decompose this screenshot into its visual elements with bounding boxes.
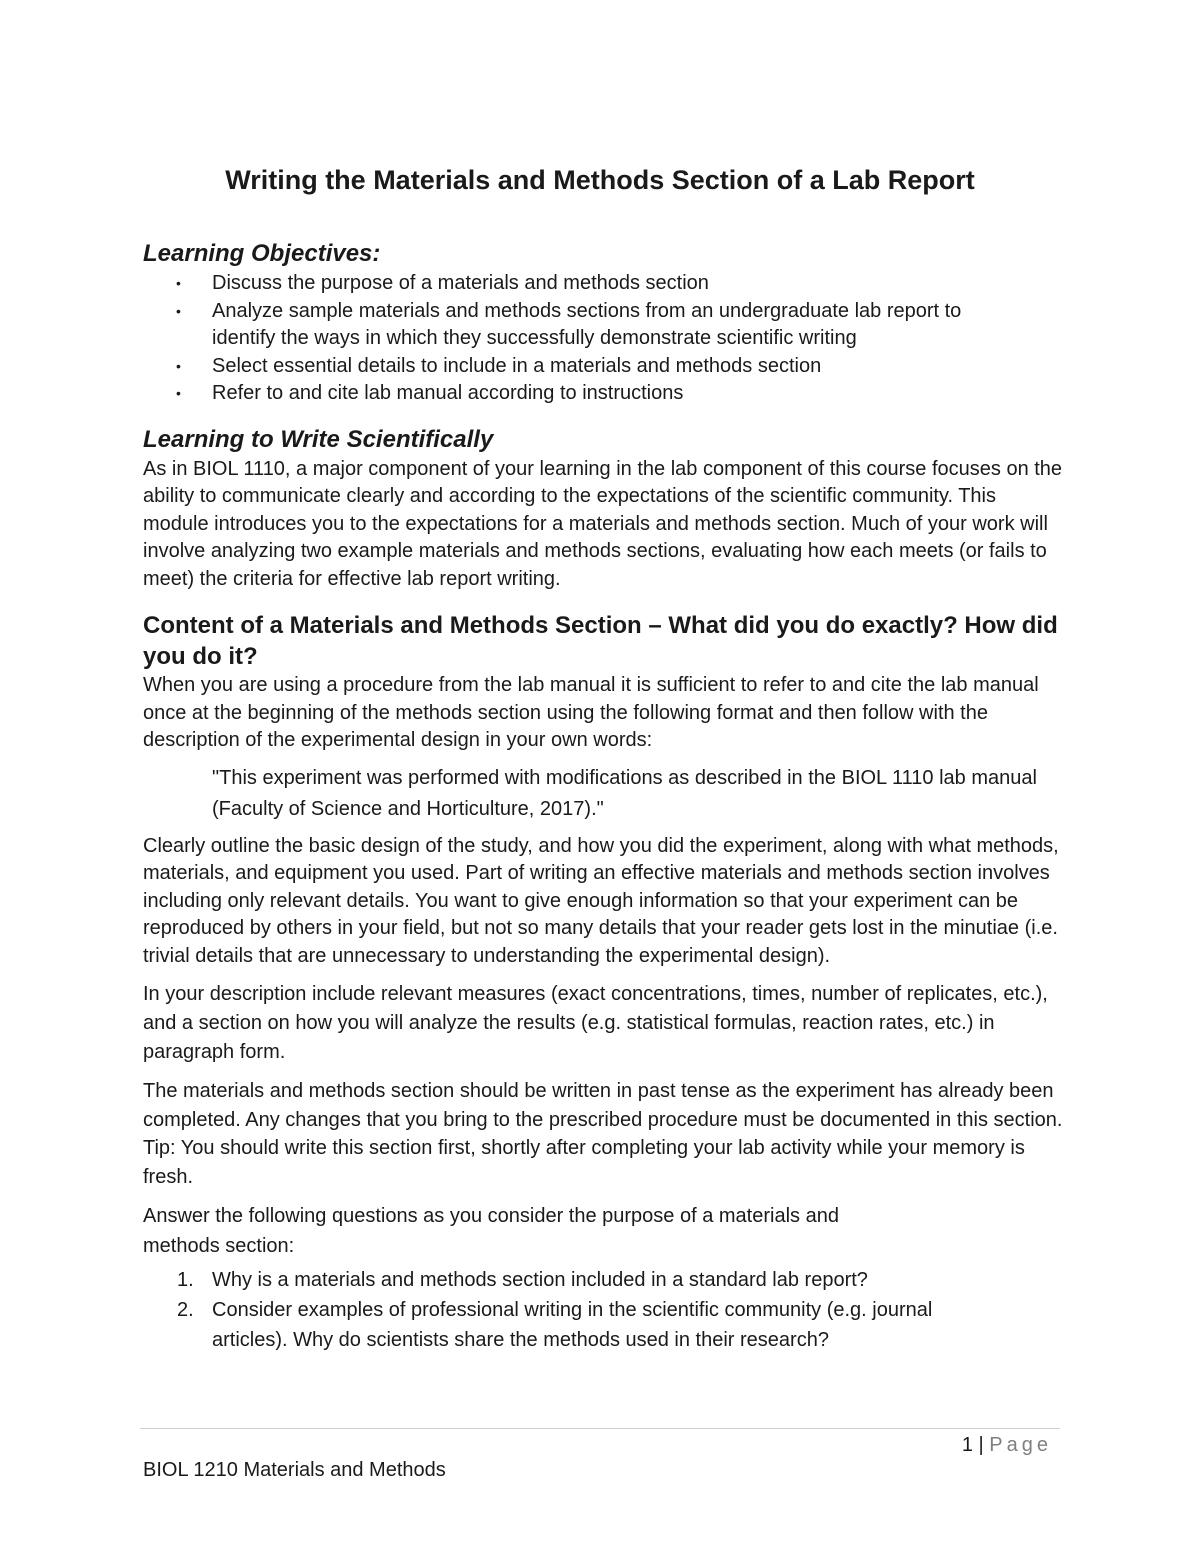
objectives-heading: Learning Objectives:: [143, 240, 381, 267]
footer-divider: [140, 1428, 1060, 1429]
bullet-icon: •: [176, 385, 181, 401]
objectives-list: [143, 270, 1063, 408]
page-number-separator: |: [978, 1434, 984, 1456]
design-paragraph: Clearly outline the basic design of the study, and how you did the experiment, along with what methods, materials, and equipment you used. Part of writing an effective materials and methods section involves including only relevant details. You want to give enough information so that your experiment can be reproduced by others in your field, but not so many details that your reader gets lost in the minutiae (i.e. trivial details that are unnecessary to understanding the experimental design).: [143, 834, 1059, 967]
question-number: 1.: [177, 1269, 194, 1291]
question-text: Why is a materials and methods section included in a standard lab report?: [212, 1269, 868, 1291]
objective-text: Refer to and cite lab manual according to instructions: [212, 382, 684, 404]
document-title: Writing the Materials and Methods Section of a Lab Report: [225, 165, 975, 195]
footer-course-label: BIOL 1210 Materials and Methods: [143, 1459, 446, 1481]
question-number: 2.: [177, 1298, 194, 1321]
list-item: [143, 380, 1063, 408]
list-item: [143, 270, 1063, 298]
page-number-value: 1: [961, 1434, 973, 1456]
content-section-heading: Content of a Materials and Methods Section – What did you do exactly? How did you do it?: [143, 612, 1058, 670]
page-word: Page: [989, 1434, 1052, 1456]
bullet-icon: •: [176, 275, 181, 291]
list-item: [143, 298, 1063, 353]
write-scientifically-paragraph: As in BIOL 1110, a major component of your learning in the lab component of this course focuses on the ability to communicate clearly and according to the expectations of the scientific community. This module introduces you to the expectations for a materials and methods section. Much of your work will involve analyzing two example materials and methods sections, evaluating how each meets (or fails to meet) the criteria for effective lab report writing.: [143, 457, 1063, 590]
content-intro-paragraph: When you are using a procedure from the lab manual it is sufficient to refer to and cite the lab manual once at the beginning of the methods section using the following format and then follow with the description of the experimental design in your own words:: [143, 674, 1039, 751]
questions-list: [143, 1267, 1063, 1355]
bullet-icon: •: [176, 302, 181, 319]
write-scientifically-heading: Learning to Write Scientifically: [143, 425, 494, 453]
list-item: [143, 1267, 1063, 1295]
objective-text: Discuss the purpose of a materials and methods section: [212, 272, 709, 294]
list-item: [143, 353, 1063, 381]
document-body: [143, 238, 1063, 1355]
questions-intro-paragraph: Answer the following questions as you consider the purpose of a materials and methods section:: [143, 1205, 839, 1257]
bullet-icon: •: [176, 357, 181, 374]
objective-text: Select essential details to include in a materials and methods section: [212, 354, 822, 377]
measures-paragraph: In your description include relevant measures (exact concentrations, times, number of replicates, etc.), and a section on how you will analyze the results (e.g. statistical formulas, reaction rates, etc.) in paragraph form.: [143, 983, 1048, 1063]
list-item: [143, 1295, 1063, 1355]
page-number: [962, 1433, 1052, 1457]
objective-text: Analyze sample materials and methods sections from an undergraduate lab report to identify the ways in which they successfully demonstrate scientific writing: [212, 299, 962, 349]
past-tense-paragraph: The materials and methods section should be written in past tense as the experiment has already been completed. Any changes that you bring to the prescribed procedure must be documented in this section. Tip: You should write this section first, shortly after completing your lab activity while your memory is fresh.: [143, 1080, 1063, 1188]
citation-quote: "This experiment was performed with modifications as described in the BIOL 1110 lab manual (Faculty of Science and Horticulture, 2017).": [212, 766, 1037, 820]
question-text: Consider examples of professional writing in the scientific community (e.g. journal articles). Why do scientists share the methods used in their research?: [212, 1298, 933, 1351]
